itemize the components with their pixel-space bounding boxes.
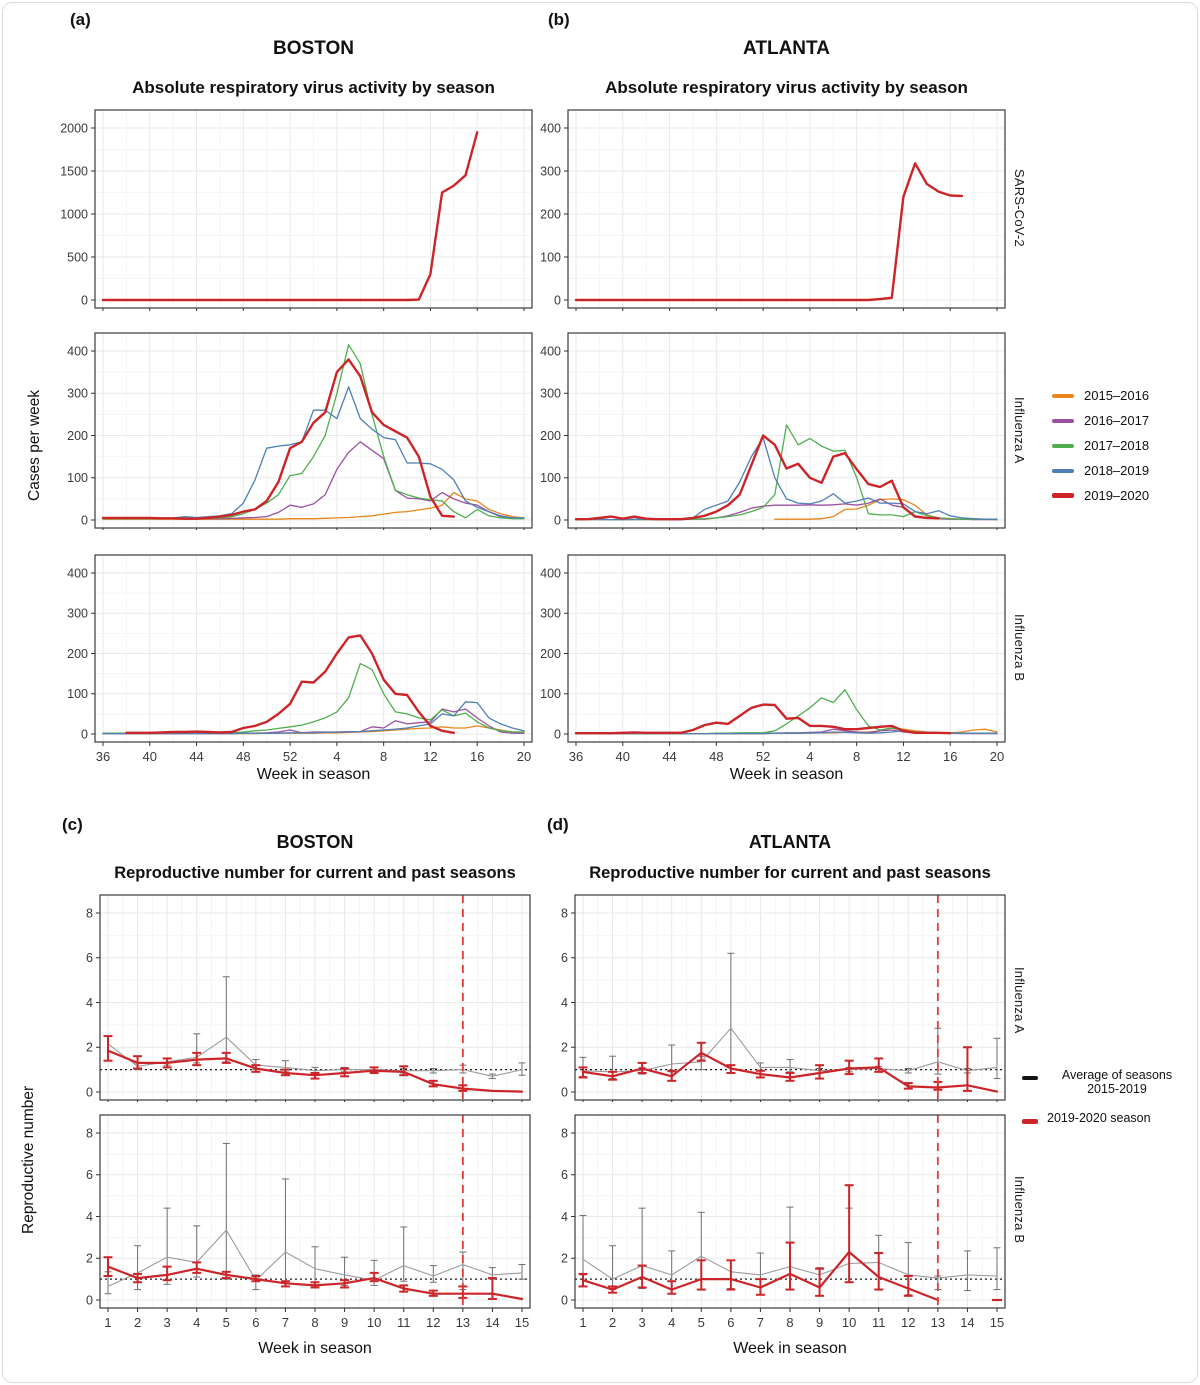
svg-text:300: 300: [67, 386, 88, 401]
svg-text:2: 2: [561, 1040, 568, 1055]
bottom-boston-subtitle: Reproductive number for current and past seasons: [114, 864, 516, 882]
svg-text:400: 400: [67, 344, 88, 359]
legend-label: 2017–2018: [1084, 438, 1150, 453]
svg-text:0: 0: [554, 727, 561, 742]
svg-text:400: 400: [540, 121, 561, 136]
svg-text:300: 300: [540, 606, 561, 621]
legend-item: [1052, 433, 1149, 458]
svg-text:6: 6: [86, 1168, 93, 1183]
svg-text:0: 0: [561, 1085, 568, 1100]
svg-text:40: 40: [615, 749, 631, 764]
svg-text:200: 200: [67, 646, 88, 661]
svg-text:6: 6: [86, 951, 93, 966]
svg-text:8: 8: [311, 1315, 319, 1330]
bottom-atlanta-x-axis-title: Week in season: [733, 1340, 847, 1357]
svg-text:400: 400: [67, 566, 88, 581]
chart-boston-influenza-b: [50, 550, 540, 795]
svg-text:400: 400: [540, 566, 561, 581]
top-atlanta-title: ATLANTA: [743, 38, 830, 59]
legend-item: [1052, 458, 1149, 483]
chart-atlanta-sars: [523, 105, 1013, 316]
svg-text:36: 36: [95, 749, 111, 764]
legend-swatch-2019-2020: [1052, 493, 1074, 498]
strip-influenza-a-top: Influenza A: [1012, 396, 1027, 464]
svg-text:12: 12: [423, 749, 438, 764]
svg-text:3: 3: [163, 1315, 171, 1330]
svg-text:6: 6: [561, 951, 568, 966]
top-atlanta-subtitle: Absolute respiratory virus activity by season: [605, 78, 968, 97]
svg-text:1: 1: [104, 1315, 112, 1330]
svg-text:16: 16: [469, 749, 485, 764]
svg-text:15: 15: [989, 1315, 1005, 1330]
chart-atlanta-rt-influenza-a: [530, 890, 1013, 1107]
legend-item: [1022, 1111, 1194, 1125]
svg-text:4: 4: [333, 749, 341, 764]
svg-text:13: 13: [930, 1315, 946, 1330]
svg-text:2: 2: [561, 1251, 568, 1266]
svg-text:100: 100: [540, 471, 561, 486]
chart-boston-rt-influenza-a: [55, 890, 538, 1107]
legend-item: [1052, 383, 1149, 408]
svg-text:9: 9: [340, 1315, 349, 1330]
legend-label: 2015–2016: [1084, 388, 1150, 403]
svg-text:12: 12: [426, 1315, 441, 1330]
svg-text:6: 6: [561, 1168, 568, 1183]
svg-text:4: 4: [806, 749, 814, 764]
chart-boston-influenza-a: [50, 328, 540, 535]
legend-label: 2019–2020: [1084, 488, 1150, 503]
bottom-atlanta-subtitle: Reproductive number for current and past seasons: [589, 864, 991, 882]
season-legend: [1052, 383, 1149, 508]
svg-text:1500: 1500: [60, 164, 88, 179]
legend-swatch-2018-2019: [1052, 469, 1074, 473]
svg-text:300: 300: [67, 606, 88, 621]
svg-text:8: 8: [86, 1126, 93, 1141]
svg-text:12: 12: [901, 1315, 916, 1330]
svg-text:13: 13: [455, 1315, 471, 1330]
svg-text:0: 0: [554, 293, 561, 308]
svg-text:8: 8: [853, 749, 861, 764]
svg-text:200: 200: [67, 428, 88, 443]
svg-text:48: 48: [236, 749, 251, 764]
bottom-boston-title: BOSTON: [276, 832, 354, 852]
panel-a-label: (a): [70, 10, 91, 29]
svg-text:200: 200: [540, 207, 561, 222]
svg-text:2: 2: [86, 1251, 93, 1266]
top-boston-subtitle: Absolute respiratory virus activity by season: [132, 78, 495, 97]
svg-text:14: 14: [485, 1315, 500, 1330]
svg-text:0: 0: [554, 513, 561, 528]
svg-text:100: 100: [67, 687, 88, 702]
legend-item: [1052, 483, 1149, 508]
top-y-axis-title: Cases per week: [26, 389, 43, 501]
svg-text:40: 40: [142, 749, 158, 764]
svg-text:16: 16: [942, 749, 958, 764]
legend-swatch-2017-2018: [1052, 444, 1074, 448]
svg-text:2: 2: [133, 1315, 142, 1330]
svg-text:500: 500: [67, 250, 88, 265]
svg-text:10: 10: [841, 1315, 857, 1330]
svg-text:8: 8: [786, 1315, 794, 1330]
svg-text:14: 14: [960, 1315, 975, 1330]
svg-text:8: 8: [86, 906, 93, 921]
svg-text:0: 0: [86, 1293, 93, 1308]
bottom-boston-x-axis-title: Week in season: [258, 1340, 372, 1357]
svg-text:4: 4: [86, 1209, 93, 1224]
svg-text:52: 52: [282, 749, 298, 764]
svg-text:2000: 2000: [60, 121, 88, 136]
legend-swatch-average-seasons: [1022, 1076, 1038, 1080]
legend-label: 2019-2020 season: [1047, 1110, 1151, 1125]
svg-text:36: 36: [568, 749, 584, 764]
svg-text:2: 2: [608, 1315, 617, 1330]
panel-d-label: (d): [547, 815, 569, 834]
svg-text:6: 6: [252, 1315, 260, 1330]
svg-text:1: 1: [579, 1315, 587, 1330]
chart-atlanta-influenza-b: [523, 550, 1013, 795]
legend-swatch-2015-2016: [1052, 394, 1074, 398]
svg-text:52: 52: [755, 749, 771, 764]
svg-text:400: 400: [540, 344, 561, 359]
svg-text:12: 12: [896, 749, 911, 764]
top-atlanta-x-axis-title: Week in season: [729, 766, 844, 783]
svg-text:4: 4: [561, 1209, 568, 1224]
svg-text:8: 8: [380, 749, 388, 764]
chart-boston-rt-influenza-b: [55, 1110, 538, 1363]
top-boston-x-axis-title: Week in season: [256, 766, 371, 783]
svg-text:9: 9: [815, 1315, 824, 1330]
bottom-y-axis-title: Reproductive number: [20, 1085, 37, 1235]
svg-text:7: 7: [281, 1315, 290, 1330]
svg-text:20: 20: [989, 749, 1005, 764]
svg-text:100: 100: [67, 471, 88, 486]
svg-text:48: 48: [709, 749, 724, 764]
svg-text:4: 4: [193, 1315, 201, 1330]
legend-swatch-2016-2017: [1052, 419, 1074, 423]
svg-text:0: 0: [561, 1293, 568, 1308]
svg-text:11: 11: [871, 1315, 886, 1330]
svg-text:200: 200: [540, 428, 561, 443]
svg-text:0: 0: [81, 293, 88, 308]
svg-text:44: 44: [189, 749, 204, 764]
svg-text:5: 5: [222, 1315, 230, 1330]
legend-label: 2018–2019: [1084, 463, 1150, 478]
svg-text:4: 4: [561, 995, 568, 1010]
svg-text:0: 0: [81, 513, 88, 528]
svg-text:5: 5: [697, 1315, 705, 1330]
legend-swatch-2019-2020-season: [1022, 1119, 1038, 1124]
chart-atlanta-rt-influenza-b: [530, 1110, 1013, 1363]
svg-text:3: 3: [638, 1315, 646, 1330]
rt-legend: [1022, 1068, 1194, 1139]
svg-text:200: 200: [540, 646, 561, 661]
svg-text:1000: 1000: [60, 207, 88, 222]
legend-label: Average of seasons 2015-2019: [1061, 1068, 1173, 1097]
svg-text:300: 300: [540, 386, 561, 401]
svg-text:300: 300: [540, 164, 561, 179]
svg-text:4: 4: [668, 1315, 676, 1330]
svg-text:8: 8: [561, 906, 568, 921]
strip-sars-cov-2: SARS-CoV-2: [1012, 169, 1027, 247]
svg-text:7: 7: [756, 1315, 765, 1330]
svg-text:4: 4: [86, 995, 93, 1010]
top-boston-title: BOSTON: [273, 38, 354, 59]
chart-boston-sars: [50, 105, 540, 316]
panel-b-label: (b): [548, 10, 570, 29]
svg-text:20: 20: [516, 749, 532, 764]
strip-influenza-a-bottom: Influenza A: [1012, 966, 1027, 1034]
svg-text:44: 44: [662, 749, 677, 764]
svg-text:0: 0: [81, 727, 88, 742]
svg-text:2: 2: [86, 1040, 93, 1055]
panel-c-label: (c): [62, 815, 83, 834]
legend-label: 2016–2017: [1084, 413, 1150, 428]
strip-influenza-b-top: Influenza B: [1012, 614, 1027, 682]
svg-text:100: 100: [540, 250, 561, 265]
legend-item: [1052, 408, 1149, 433]
svg-text:10: 10: [366, 1315, 382, 1330]
svg-text:6: 6: [727, 1315, 735, 1330]
chart-atlanta-influenza-a: [523, 328, 1013, 535]
svg-text:0: 0: [86, 1085, 93, 1100]
svg-text:100: 100: [540, 687, 561, 702]
svg-text:11: 11: [396, 1315, 411, 1330]
strip-influenza-b-bottom: Influenza B: [1012, 1176, 1027, 1244]
svg-text:8: 8: [561, 1126, 568, 1141]
bottom-atlanta-title: ATLANTA: [748, 832, 832, 852]
legend-item: [1022, 1068, 1194, 1097]
svg-text:15: 15: [514, 1315, 530, 1330]
